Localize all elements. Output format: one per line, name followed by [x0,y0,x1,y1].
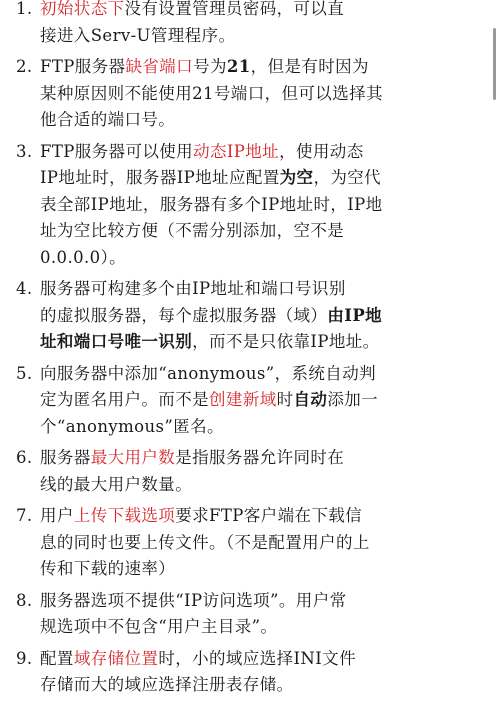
bold-text: 自动 [293,390,328,409]
text-segment: 是指服务器允许同时在 [175,448,345,467]
text-segment: 时，小的域应选择INI文件 [158,648,356,668]
text-segment: 用户 [40,506,74,525]
bold-text: 址和端口号唯一识别 [40,332,193,351]
list-item [0,139,500,272]
highlighted-term: 创建新域 [209,390,277,409]
item-number: 3. [16,141,33,161]
text-segment: 时 [276,390,294,409]
text-line [40,614,474,641]
text-segment: 服务器可构建多个由IP地址和端口号识别 [40,279,346,298]
text-segment: FTP服务器可以使用 [40,141,194,161]
text-segment: FTP服务器 [40,57,126,76]
text-line [40,0,474,23]
text-line [40,588,474,615]
text-line [40,387,474,414]
text-line [40,672,474,699]
text-segment: 定为匿名用户。而不是 [40,390,209,409]
item-number: 5. [16,363,33,383]
text-line [40,165,474,192]
list-item [0,54,500,134]
list-item [0,445,500,498]
text-line [40,646,474,673]
text-segment: 接进入Serv-U管理程序。 [40,25,236,45]
text-line [40,23,474,50]
item-number: 1. [16,0,33,18]
text-segment: 他合适的端口号。 [40,110,176,129]
text-segment: 传和下载的速率） [40,559,176,578]
text-segment: IP地址时，服务器IP地址应配置 [40,168,280,187]
item-number: 9. [16,648,33,668]
text-segment: 址为空比较方便（不需分别添加，空不是 [40,221,345,240]
text-line [40,329,474,356]
item-number: 6. [16,448,33,467]
text-line [40,245,474,272]
text-segment: 添加一 [327,390,379,409]
highlighted-term: 缺省端口 [125,57,194,76]
text-line [40,503,474,530]
text-segment: ，为空代 [313,168,382,187]
bold-text: 21 [226,57,251,76]
text-segment: ，但是有时因为 [250,57,369,76]
text-segment: 服务器 [40,448,91,467]
item-number: 2. [16,57,33,76]
highlighted-term: 域存储位置 [73,648,159,668]
text-segment: 配置 [40,648,74,668]
list-item [0,646,500,699]
text-line [40,192,474,219]
text-segment: 表全部IP地址，服务器有多个IP地址时，IP地 [40,194,383,214]
text-segment: 服务器选项不提供“IP访问选项”。用户常 [40,590,347,610]
list-item [0,503,500,583]
list-item [0,588,500,641]
text-line [40,54,474,81]
list-item [0,276,500,356]
text-line [40,303,474,330]
highlighted-term: 初始状态下 [40,0,125,18]
highlighted-term: 动态IP地址 [193,141,280,161]
text-segment: 没有设置管理员密码，可以直 [124,0,345,18]
text-segment: ，而不是只依靠IP地址。 [192,332,380,351]
item-number: 7. [16,506,33,525]
text-segment: 某种原因则不能使用21号端口，但可以选择其 [40,83,383,103]
scrollbar[interactable] [493,28,496,100]
text-segment: 要求FTP客户端在下载信 [175,506,363,525]
item-number: 8. [16,590,33,610]
text-line [40,276,474,303]
text-segment: 个“anonymous”匿名。 [40,416,224,436]
text-segment: 规选项中不包含“用户主目录”。 [40,617,278,636]
text-segment: 向服务器中添加“anonymous”，系统自动判 [40,363,376,383]
text-line [40,218,474,245]
text-line [40,107,474,134]
bold-text: 为空 [279,168,314,187]
text-segment: 号为 [193,57,227,76]
text-segment: 存储而大的域应选择注册表存储。 [40,675,294,694]
text-line [40,361,474,388]
text-line [40,472,474,499]
text-line [40,414,474,441]
highlighted-term: 最大用户数 [90,448,176,467]
text-segment: 线的最大用户数量。 [40,474,193,494]
list-item [0,0,500,49]
text-line [40,445,474,472]
highlighted-term: 上传下载选项 [73,506,176,525]
text-line [40,139,474,166]
text-segment: 0.0.0.0）。 [40,247,127,267]
text-line [40,556,474,583]
text-line [40,530,474,557]
bold-text: 由IP地 [327,305,383,325]
text-segment: ，使用动态 [279,141,364,161]
text-line [40,81,474,108]
list-item [0,361,500,441]
text-segment: 的虚拟服务器，每个虚拟服务器（域） [40,305,328,325]
item-number: 4. [16,279,33,298]
text-segment: 息的同时也要上传文件。（不是配置用户的上 [40,532,370,552]
